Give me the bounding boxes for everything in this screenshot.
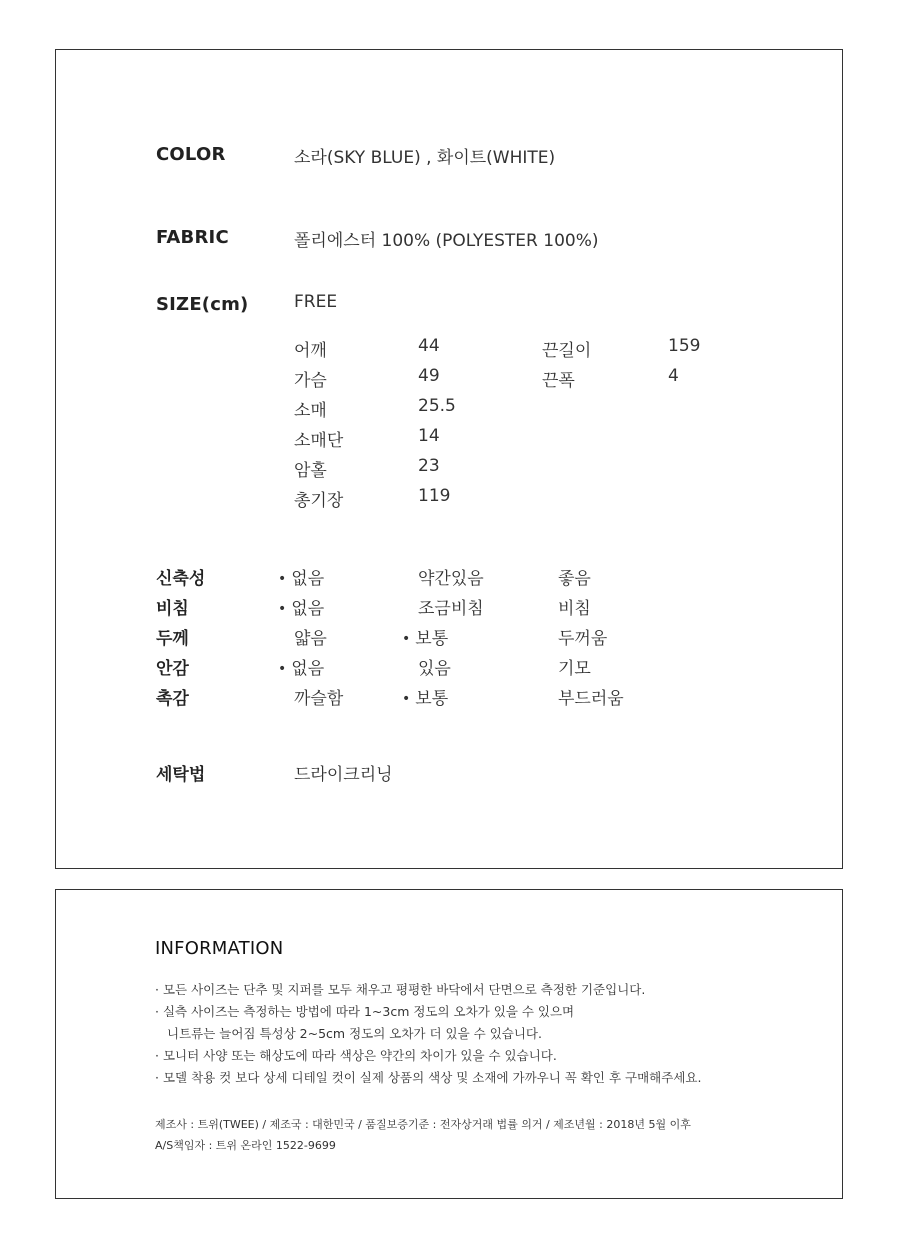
selected-bullet-icon: •: [278, 601, 287, 617]
measurement-value: 4: [668, 366, 679, 386]
property-option: [294, 684, 343, 709]
property-label: 신축성: [156, 569, 206, 589]
property-option: [418, 654, 451, 679]
property-option-label: 좋음: [558, 569, 591, 589]
fabric-label: FABRIC: [156, 227, 229, 248]
fabric-value: 폴리에스터 100% (POLYESTER 100%): [294, 231, 599, 251]
information-panel: [55, 889, 843, 1199]
manufacturer-info: 제조사 : 트위(TWEE) / 제조국 : 대한민국 / 품질보증기준 : 전자상거래 법률 의거 / 제조년월 : 2018년 5월 이후: [155, 1118, 691, 1131]
property-label: 두께: [156, 629, 189, 649]
property-option: [558, 684, 624, 709]
property-option-label: 보통: [415, 689, 449, 709]
information-title: INFORMATION: [155, 938, 284, 959]
property-label: 촉감: [156, 689, 189, 709]
property-option-label: 약간있음: [418, 569, 484, 589]
selected-bullet-icon: •: [278, 661, 287, 677]
as-contact-info: A/S책임자 : 트위 온라인 1522-9699: [155, 1139, 336, 1152]
property-option-label: 없음: [291, 659, 325, 679]
property-option: [402, 624, 448, 649]
color-value: 소라(SKY BLUE) , 화이트(WHITE): [294, 148, 556, 168]
measurement-name: 가슴: [294, 371, 327, 391]
measurement-name: 소매: [294, 401, 327, 421]
measurement-value: 44: [418, 336, 440, 356]
size-value: FREE: [294, 292, 338, 312]
property-option: [278, 594, 324, 619]
washing-label: 세탁법: [156, 765, 206, 785]
property-option-label: 없음: [291, 599, 325, 619]
property-option-label: 조금비침: [418, 599, 484, 619]
measurement-value: 159: [668, 336, 701, 356]
property-option: [278, 654, 324, 679]
property-option-label: 보통: [415, 629, 449, 649]
property-option: [402, 684, 448, 709]
size-label: SIZE(cm): [156, 294, 249, 315]
measurement-value: 119: [418, 486, 451, 506]
measurement-value: 23: [418, 456, 440, 476]
property-option-label: 기모: [558, 659, 591, 679]
property-option: [558, 654, 591, 679]
property-option: [294, 624, 327, 649]
property-option-label: 부드러움: [558, 689, 624, 709]
measurement-value: 14: [418, 426, 440, 446]
property-option-label: 두꺼움: [558, 629, 608, 649]
property-option: [558, 624, 607, 649]
measurement-name: 소매단: [294, 431, 344, 451]
property-option-label: 얇음: [294, 629, 327, 649]
property-option: [418, 564, 484, 589]
selected-bullet-icon: •: [278, 571, 287, 587]
measurement-name: 총기장: [294, 491, 344, 511]
selected-bullet-icon: •: [402, 691, 411, 707]
info-line: · 모든 사이즈는 단추 및 지퍼를 모두 채우고 평평한 바닥에서 단면으로 측정한 기준입니다.: [155, 982, 646, 997]
measurement-value: 25.5: [418, 396, 456, 416]
info-line: · 모니터 사양 또는 해상도에 따라 색상은 약간의 차이가 있을 수 있습니다.: [155, 1048, 557, 1063]
property-option: [418, 594, 484, 619]
property-option: [558, 564, 591, 589]
selected-bullet-icon: •: [402, 631, 411, 647]
measurement-name: 끈폭: [542, 371, 575, 391]
property-option: [558, 594, 591, 619]
property-label: 안감: [156, 659, 189, 679]
info-line: · 모델 착용 컷 보다 상세 디테일 컷이 실제 상품의 색상 및 소재에 가까우니 꼭 확인 후 구매해주세요.: [155, 1070, 702, 1085]
measurement-name: 어깨: [294, 341, 327, 361]
product-spec-panel: [55, 49, 843, 869]
measurement-value: 49: [418, 366, 440, 386]
info-line: · 실측 사이즈는 측정하는 방법에 따라 1~3cm 정도의 오차가 있을 수 있으며: [155, 1004, 575, 1019]
property-option-label: 까슬함: [294, 689, 344, 709]
property-option-label: 있음: [418, 659, 451, 679]
info-line: 니트류는 늘어짐 특성상 2~5cm 정도의 오차가 더 있을 수 있습니다.: [167, 1026, 542, 1041]
measurement-name: 암홀: [294, 461, 327, 481]
property-option-label: 없음: [291, 569, 325, 589]
property-option: [278, 564, 324, 589]
washing-value: 드라이크리닝: [294, 765, 393, 785]
property-option-label: 비침: [558, 599, 591, 619]
measurement-name: 끈길이: [542, 341, 592, 361]
property-label: 비침: [156, 599, 189, 619]
color-label: COLOR: [156, 144, 226, 165]
